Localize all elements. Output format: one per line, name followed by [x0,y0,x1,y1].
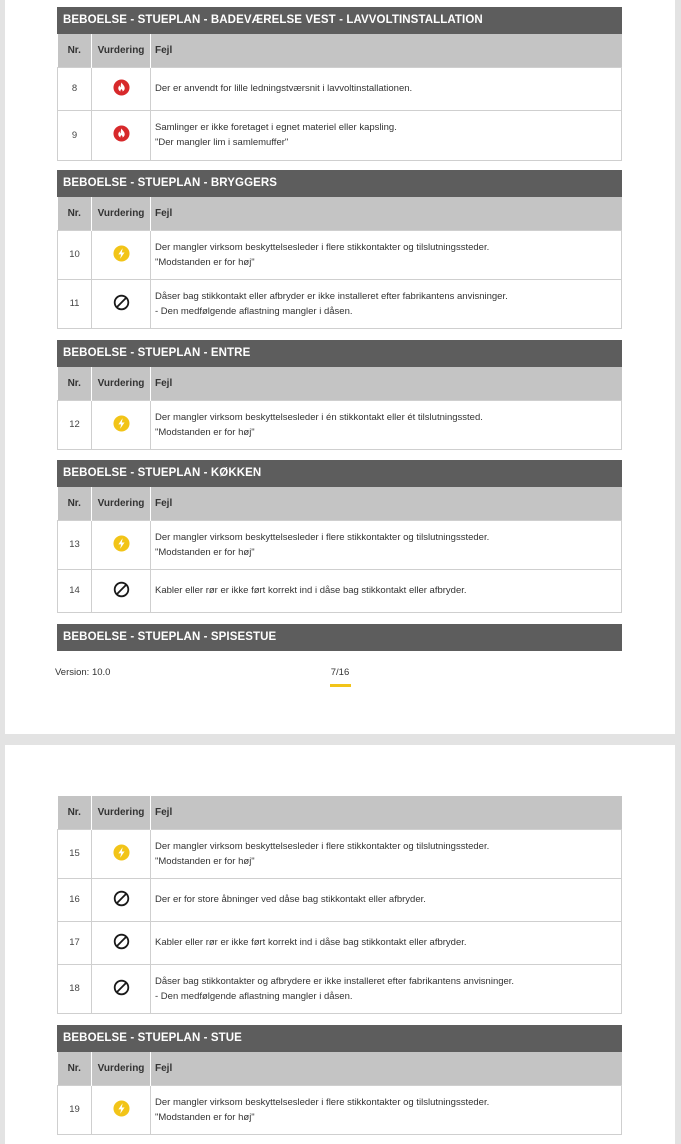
section-bryggers [57,170,622,329]
table-header-row [58,34,622,67]
column-header-rating: Vurdering [92,367,151,400]
row-number: 14 [58,569,92,612]
section-title: BEBOELSE - STUEPLAN - ENTRE [57,340,622,367]
section-spisestue-continued [57,796,622,1014]
table-row [58,878,622,921]
column-header-nr: Nr. [58,197,92,230]
section-title: BEBOELSE - STUEPLAN - KØKKEN [57,460,622,487]
row-number: 9 [58,110,92,160]
row-number: 10 [58,230,92,279]
column-header-rating: Vurdering [92,1052,151,1085]
table-row [58,964,622,1013]
column-header-rating: Vurdering [92,796,151,829]
error-text: Der er for store åbninger ved dåse bag stikkontakt eller afbryder. [151,878,622,921]
row-number: 11 [58,279,92,328]
section-title: BEBOELSE - STUEPLAN - SPISESTUE [57,624,622,651]
column-header-nr: Nr. [58,34,92,67]
error-text: Der mangler virksom beskyttelsesleder i flere stikkontakter og tilslutningssteder. "Modstanden er for høj" [151,1085,622,1134]
table-header-row [58,367,622,400]
findings-table [57,487,622,613]
error-text: Samlinger er ikke foretaget i egnet materiel eller kapsling. "Der mangler lim i samlemuffer" [151,110,622,160]
prohibited-icon [113,294,130,314]
row-number: 18 [58,964,92,1013]
lightning-icon [113,844,130,864]
row-number: 13 [58,520,92,569]
error-text: Der mangler virksom beskyttelsesleder i flere stikkontakter og tilslutningssteder. "Modstanden er for høj" [151,829,622,878]
lightning-icon [113,535,130,555]
column-header-rating: Vurdering [92,197,151,230]
section-title: BEBOELSE - STUEPLAN - STUE [57,1025,622,1052]
error-text: Der mangler virksom beskyttelsesleder i flere stikkontakter og tilslutningssteder. "Modstanden er for høj" [151,230,622,279]
column-header-nr: Nr. [58,367,92,400]
table-row [58,279,622,328]
row-number: 12 [58,400,92,449]
column-header-nr: Nr. [58,1052,92,1085]
prohibited-icon [113,890,130,910]
table-row [58,921,622,964]
column-header-nr: Nr. [58,487,92,520]
page-number: 7/16 [330,667,350,678]
prohibited-icon [113,979,130,999]
error-text: Dåser bag stikkontakter og afbrydere er ikke installeret efter fabrikantens anvisninger. - Den medfølgende aflastning mangler i dåsen. [151,964,622,1013]
table-row [58,569,622,612]
prohibited-icon [113,581,130,601]
column-header-nr: Nr. [58,796,92,829]
report-page-2 [5,745,675,1144]
section-koekken [57,460,622,613]
row-number: 15 [58,829,92,878]
lightning-icon [113,1100,130,1120]
table-row [58,230,622,279]
section-title: BEBOELSE - STUEPLAN - BRYGGERS [57,170,622,197]
fire-icon [113,125,130,145]
table-row [58,110,622,160]
findings-table [57,197,622,329]
table-header-row [58,197,622,230]
error-text: Der er anvendt for lille ledningstværsnit i lavvoltinstallationen. [151,67,622,110]
row-number: 17 [58,921,92,964]
table-row [58,520,622,569]
section-title: BEBOELSE - STUEPLAN - BADEVÆRELSE VEST - LAVVOLTINSTALLATION [57,7,622,34]
table-row [58,829,622,878]
column-header-error: Fejl [151,796,622,829]
column-header-error: Fejl [151,34,622,67]
lightning-icon [113,245,130,265]
section-spisestue [57,624,622,651]
section-stue [57,1025,622,1135]
fire-icon [113,79,130,99]
error-text: Kabler eller rør er ikke ført korrekt ind i dåse bag stikkontakt eller afbryder. [151,569,622,612]
report-page-1 [5,0,675,734]
row-number: 19 [58,1085,92,1134]
table-header-row [58,1052,622,1085]
page-number-underline [330,684,351,687]
error-text: Der mangler virksom beskyttelsesleder i flere stikkontakter og tilslutningssteder. "Modstanden er for høj" [151,520,622,569]
error-text: Kabler eller rør er ikke ført korrekt ind i dåse bag stikkontakt eller afbryder. [151,921,622,964]
table-header-row [58,796,622,829]
lightning-icon [113,415,130,435]
table-row [58,67,622,110]
findings-table [57,1052,622,1135]
error-text: Dåser bag stikkontakt eller afbryder er ikke installeret efter fabrikantens anvisninger. - Den medfølgende aflastning mangler i dåsen. [151,279,622,328]
findings-table [57,34,622,161]
prohibited-icon [113,933,130,953]
document-version: Version: 10.0 [55,667,111,678]
column-header-error: Fejl [151,1052,622,1085]
error-text: Der mangler virksom beskyttelsesleder i én stikkontakt eller ét tilslutningssted. "Modstanden er for høj" [151,400,622,449]
column-header-error: Fejl [151,197,622,230]
column-header-rating: Vurdering [92,487,151,520]
findings-table [57,796,622,1014]
section-badevaerelse-vest [57,7,622,161]
column-header-error: Fejl [151,367,622,400]
section-entre [57,340,622,450]
column-header-error: Fejl [151,487,622,520]
row-number: 16 [58,878,92,921]
table-header-row [58,487,622,520]
findings-table [57,367,622,450]
column-header-rating: Vurdering [92,34,151,67]
table-row [58,400,622,449]
table-row [58,1085,622,1134]
row-number: 8 [58,67,92,110]
